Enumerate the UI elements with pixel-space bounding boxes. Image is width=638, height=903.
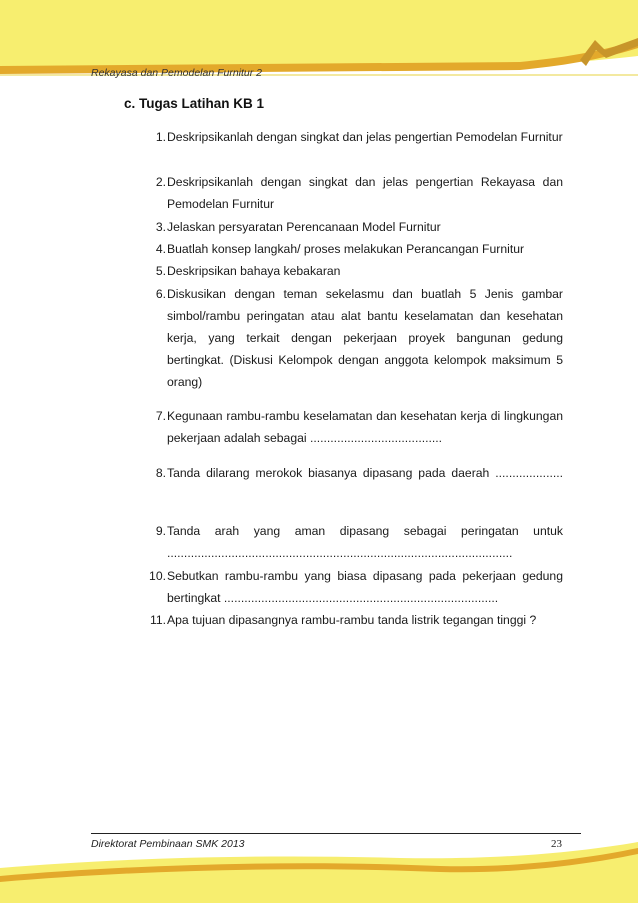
item-text: Tanda dilarang merokok biasanya dipasang pada daerah .................... — [167, 466, 563, 480]
item-number: 7. — [155, 409, 166, 423]
item-number: 9. — [155, 524, 166, 538]
footer-banner — [0, 828, 638, 903]
section-title: c. Tugas Latihan KB 1 — [124, 96, 265, 111]
item-text: Jelaskan persyaratan Perencanaan Model Furnitur — [167, 220, 441, 234]
page-number: 23 — [551, 838, 562, 850]
item-number: 10. — [149, 569, 166, 583]
item-number: 3. — [155, 220, 166, 234]
item-number: 2. — [155, 175, 166, 189]
item-text: Diskusikan dengan teman sekelasmu dan buatlah 5 Jenis gambar simbol/rambu peringatan atau alat bantu keselamatan dan kesehatan kerja, yang terkait dengan pekerjaan proyek bangunan gedung bertingkat. (Diskusi Kelompok dengan anggota kelompok maksimum 5 orang) — [167, 287, 563, 389]
item-number: 11. — [149, 613, 166, 627]
item-text: Buatlah konsep langkah/ proses melakukan Perancangan Furnitur — [167, 242, 525, 256]
item-number: 4. — [155, 242, 166, 256]
item-number: 1. — [155, 130, 166, 144]
item-text: Deskripsikanlah dengan singkat dan jelas pengertian Pemodelan Furnitur — [167, 130, 563, 144]
footer-publisher: Direktorat Pembinaan SMK 2013 — [91, 838, 245, 850]
item-text: Kegunaan rambu-rambu keselamatan dan kesehatan kerja di lingkungan pekerjaan adalah sebagai ....................................... — [167, 409, 563, 445]
item-number: 6. — [155, 287, 166, 301]
item-text: Sebutkan rambu-rambu yang biasa dipasang pada pekerjaan gedung bertingkat ................................................................................. — [167, 569, 563, 605]
item-text: Apa tujuan dipasangnya rambu-rambu tanda listrik tegangan tinggi ? — [167, 613, 537, 627]
item-number: 8. — [155, 466, 166, 480]
running-header: Rekayasa dan Pemodelan Furnitur 2 — [91, 67, 263, 79]
item-number: 5. — [155, 264, 166, 278]
item-text: Deskripsikanlah dengan singkat dan jelas pengertian Rekayasa dan Pemodelan Furnitur — [167, 175, 563, 211]
item-text: Deskripsikan bahaya kebakaran — [167, 264, 341, 278]
item-text: Tanda arah yang aman dipasang sebagai peringatan untuk ...................................................................................................... — [167, 524, 563, 560]
